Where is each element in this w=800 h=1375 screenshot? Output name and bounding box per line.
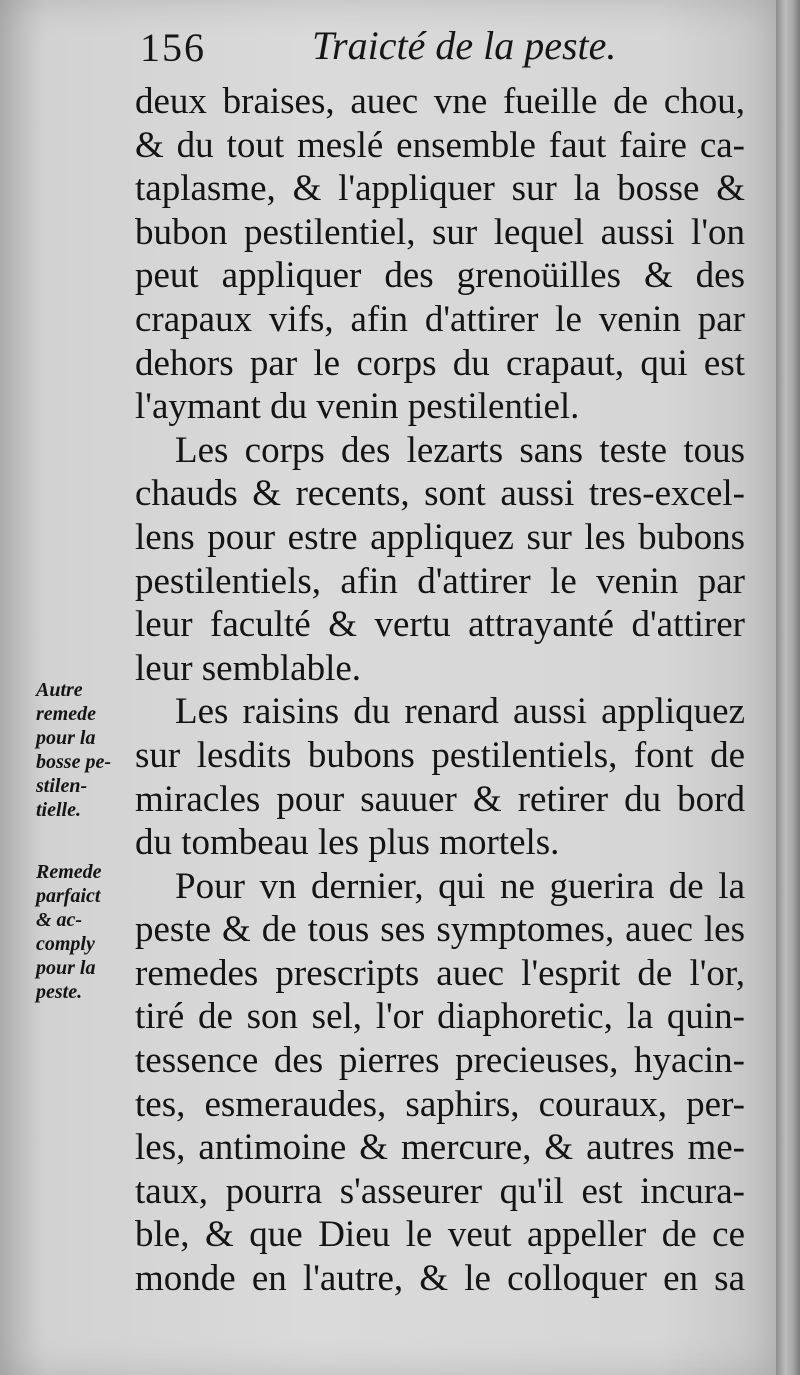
- text-line: peut appliquer des grenoüilles & des: [135, 255, 745, 297]
- text-line: deux braises, auec vne fueille de chou,: [135, 81, 745, 122]
- text-line: monde en l'autre, & le colloquer en sa: [135, 1258, 745, 1300]
- text-line: leur semblable.: [135, 647, 362, 689]
- text-line: taplasme, & l'appliquer sur la bosse &: [135, 168, 745, 210]
- text-line: dehors par le corps du crapaut, qui est: [135, 342, 745, 384]
- marginal-note-line: stilen-: [36, 775, 88, 797]
- text-line: Pour vn dernier, qui ne guerira de la: [175, 865, 745, 907]
- page-number: 156: [140, 25, 206, 70]
- text-line: sur lesdits bubons pestilentiels, font de: [135, 734, 745, 776]
- text-line: tiré de son sel, l'or diaphoretic, la quin-: [135, 996, 745, 1038]
- marginal-note-1: [36, 678, 132, 822]
- text-line: Les corps des lezarts sans teste tous: [175, 429, 745, 471]
- marginal-note-line: comply: [36, 933, 95, 955]
- text-line: leur faculté & vertu attrayanté d'attirer: [135, 604, 745, 646]
- text-line: du tombeau les plus mortels.: [135, 822, 560, 864]
- marginal-note-line: bosse pe-: [36, 751, 111, 773]
- page-edge: [776, 0, 800, 1375]
- page-header: [140, 20, 740, 76]
- body-text: [135, 80, 745, 1301]
- text-line: tessence des pierres precieuses, hyacin-: [135, 1040, 745, 1082]
- text-line: tes, esmeraudes, saphirs, couraux, per-: [135, 1083, 745, 1125]
- text-line: chauds & recents, sont aussi tres-excel-: [135, 473, 745, 515]
- marginal-note-line: Autre: [36, 679, 83, 701]
- text-line: les, antimoine & mercure, & autres me-: [135, 1127, 745, 1169]
- text-line: miracles pour sauuer & retirer du bord: [135, 778, 745, 820]
- text-line: peste & de tous ses symptomes, auec les: [135, 909, 745, 951]
- text-line: taux, pourra s'asseurer qu'il est incura-: [135, 1170, 745, 1212]
- marginal-note-line: tielle.: [36, 799, 81, 821]
- text-line: crapaux vifs, afin d'attirer le venin par: [135, 298, 745, 340]
- marginal-note-line: remede: [36, 703, 96, 725]
- marginal-note-line: pour la: [36, 727, 96, 749]
- text-line: lens pour estre appliquez sur les bubons: [135, 516, 745, 558]
- marginal-note-line: peste.: [36, 981, 83, 1003]
- text-line: Les raisins du renard aussi appliquez: [175, 691, 745, 733]
- text-line: remedes prescripts auec l'esprit de l'or,: [135, 952, 745, 994]
- marginal-note-line: parfaict: [36, 885, 101, 907]
- text-line: pestilentiels, afin d'attirer le venin par: [135, 560, 745, 602]
- text-line: ble, & que Dieu le veut appeller de ce: [135, 1214, 745, 1256]
- marginal-note-line: & ac-: [36, 909, 83, 931]
- marginal-note-2: [36, 860, 132, 1004]
- marginal-note-line: Remede: [36, 861, 102, 883]
- running-title: Traicté de la peste.: [312, 23, 617, 68]
- text-line: bubon pestilentiel, sur lequel aussi l'on: [135, 211, 745, 253]
- text-line: & du tout meslé ensemble faut faire ca-: [135, 124, 745, 166]
- text-line: l'aymant du venin pestilentiel.: [135, 386, 580, 428]
- marginal-note-line: pour la: [36, 957, 96, 979]
